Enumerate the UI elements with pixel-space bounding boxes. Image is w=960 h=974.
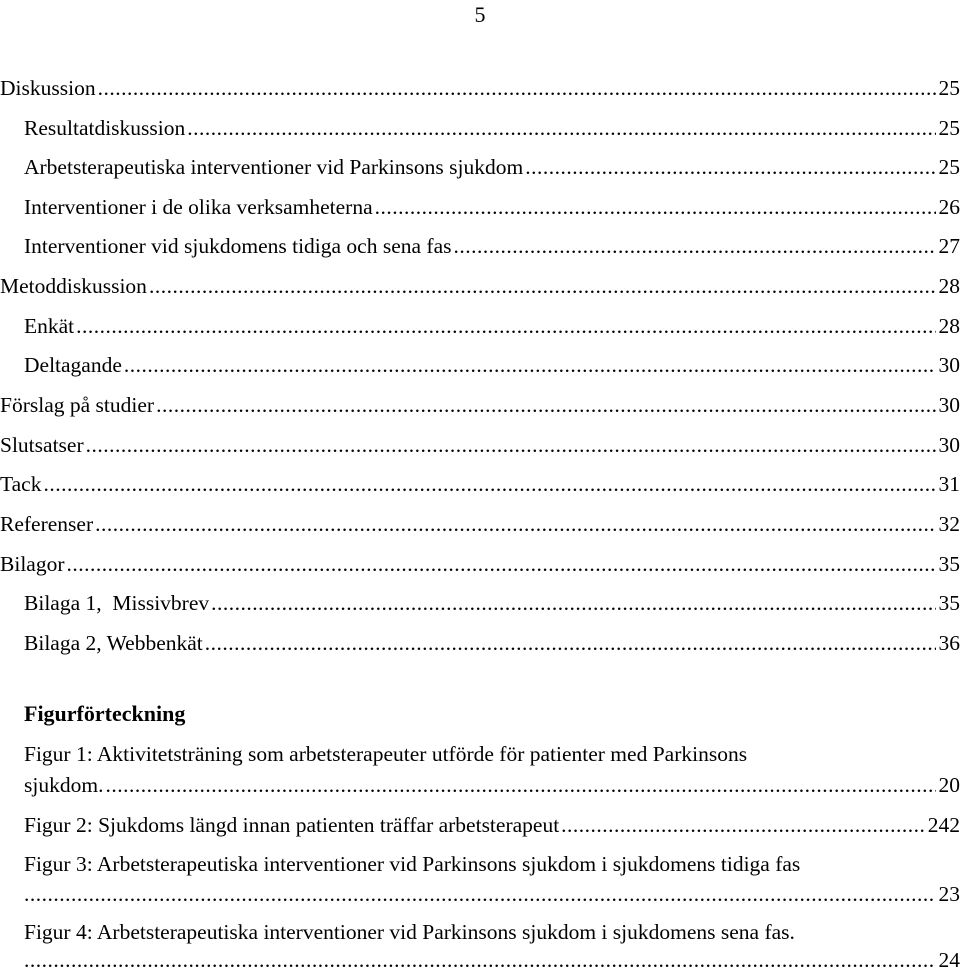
toc-label: Förslag på studier <box>0 391 156 419</box>
toc-leader <box>105 771 935 799</box>
toc-entry-resultatdiskussion <box>24 114 960 142</box>
toc-leader <box>24 946 936 974</box>
toc-entry-referenser <box>0 510 960 538</box>
toc-page: 32 <box>936 510 960 538</box>
toc-label: Bilaga 2, Webbenkät <box>24 629 205 657</box>
toc-page: 27 <box>936 232 960 260</box>
toc-entry-forslag <box>0 391 960 419</box>
figure-1-entry <box>24 771 960 799</box>
toc-page: 35 <box>936 589 960 617</box>
toc-leader <box>124 351 936 379</box>
toc-entry-deltagande <box>24 351 960 379</box>
toc-entry-tidiga-sena-fas <box>24 232 960 260</box>
toc-label: Bilagor <box>0 550 67 578</box>
toc-page: 31 <box>936 470 960 498</box>
toc-label: Tack <box>0 470 43 498</box>
figure-3-entry <box>24 880 960 908</box>
toc-entry-slutsatser <box>0 431 960 459</box>
toc-leader <box>43 470 935 498</box>
toc-page: 30 <box>936 431 960 459</box>
toc-leader <box>454 232 936 260</box>
toc-page: 28 <box>936 272 960 300</box>
toc-page: 25 <box>936 74 960 102</box>
toc-label: Deltagande <box>24 351 124 379</box>
figures-heading: Figurförteckning <box>24 700 185 728</box>
toc-page: 28 <box>936 312 960 340</box>
figure-3-page: 23 <box>936 880 960 908</box>
toc-label: Diskussion <box>0 74 98 102</box>
toc-leader <box>205 629 936 657</box>
toc-label: Metoddiskussion <box>0 272 149 300</box>
toc-leader <box>86 431 936 459</box>
toc-label: Enkät <box>24 312 76 340</box>
figure-2-label: Figur 2: Sjukdoms längd innan patienten träffar arbetsterapeut <box>24 811 561 839</box>
toc-entry-tack <box>0 470 960 498</box>
toc-leader <box>76 312 935 340</box>
toc-leader <box>561 811 925 839</box>
figure-4-line-1: Figur 4: Arbetsterapeutiska interventioner vid Parkinsons sjukdom i sjukdomens sena fas. <box>24 918 960 946</box>
toc-leader <box>375 193 936 221</box>
figure-2-entry <box>24 811 960 839</box>
figure-4-page: 24 <box>936 946 960 974</box>
toc-entry-bilaga-1 <box>24 589 960 617</box>
toc-label: Slutsatser <box>0 431 86 459</box>
toc-entry-verksamheterna <box>24 193 960 221</box>
toc-leader <box>525 153 935 181</box>
toc-leader <box>211 589 935 617</box>
toc-label: Interventioner i de olika verksamheterna <box>24 193 375 221</box>
figure-1-line-2: sjukdom. <box>24 771 105 799</box>
toc-page: 30 <box>936 391 960 419</box>
toc-page: 36 <box>936 629 960 657</box>
toc-label: Bilaga 1, Missivbrev <box>24 589 211 617</box>
toc-entry-arbetsterapeutiska <box>24 153 960 181</box>
toc-leader <box>98 74 936 102</box>
toc-page: 25 <box>936 153 960 181</box>
toc-entry-enkat <box>24 312 960 340</box>
toc-page: 26 <box>936 193 960 221</box>
toc-label: Resultatdiskussion <box>24 114 187 142</box>
toc-label: Interventioner vid sjukdomens tidiga och sena fas <box>24 232 454 260</box>
toc-label: Referenser <box>0 510 95 538</box>
figure-3-line-1: Figur 3: Arbetsterapeutiska interventioner vid Parkinsons sjukdom i sjukdomens tidiga fas <box>24 850 960 878</box>
toc-leader <box>187 114 935 142</box>
toc-entry-metoddiskussion <box>0 272 960 300</box>
toc-page: 25 <box>936 114 960 142</box>
toc-leader <box>95 510 935 538</box>
page-number: 5 <box>0 2 960 28</box>
toc-entry-diskussion <box>0 74 960 102</box>
toc-leader <box>24 880 936 908</box>
toc-leader <box>149 272 936 300</box>
toc-page: 30 <box>936 351 960 379</box>
toc-entry-bilaga-2 <box>24 629 960 657</box>
toc-entry-bilagor <box>0 550 960 578</box>
toc-leader <box>67 550 936 578</box>
toc-label: Arbetsterapeutiska interventioner vid Parkinsons sjukdom <box>24 153 525 181</box>
figure-4-entry <box>24 946 960 974</box>
figure-1-page: 20 <box>936 771 960 799</box>
figure-2-page: 242 <box>925 811 960 839</box>
toc-page: 35 <box>936 550 960 578</box>
toc-leader <box>156 391 935 419</box>
figure-1-line-1: Figur 1: Aktivitetsträning som arbetsterapeuter utförde för patienter med Parkinsons <box>24 740 960 768</box>
